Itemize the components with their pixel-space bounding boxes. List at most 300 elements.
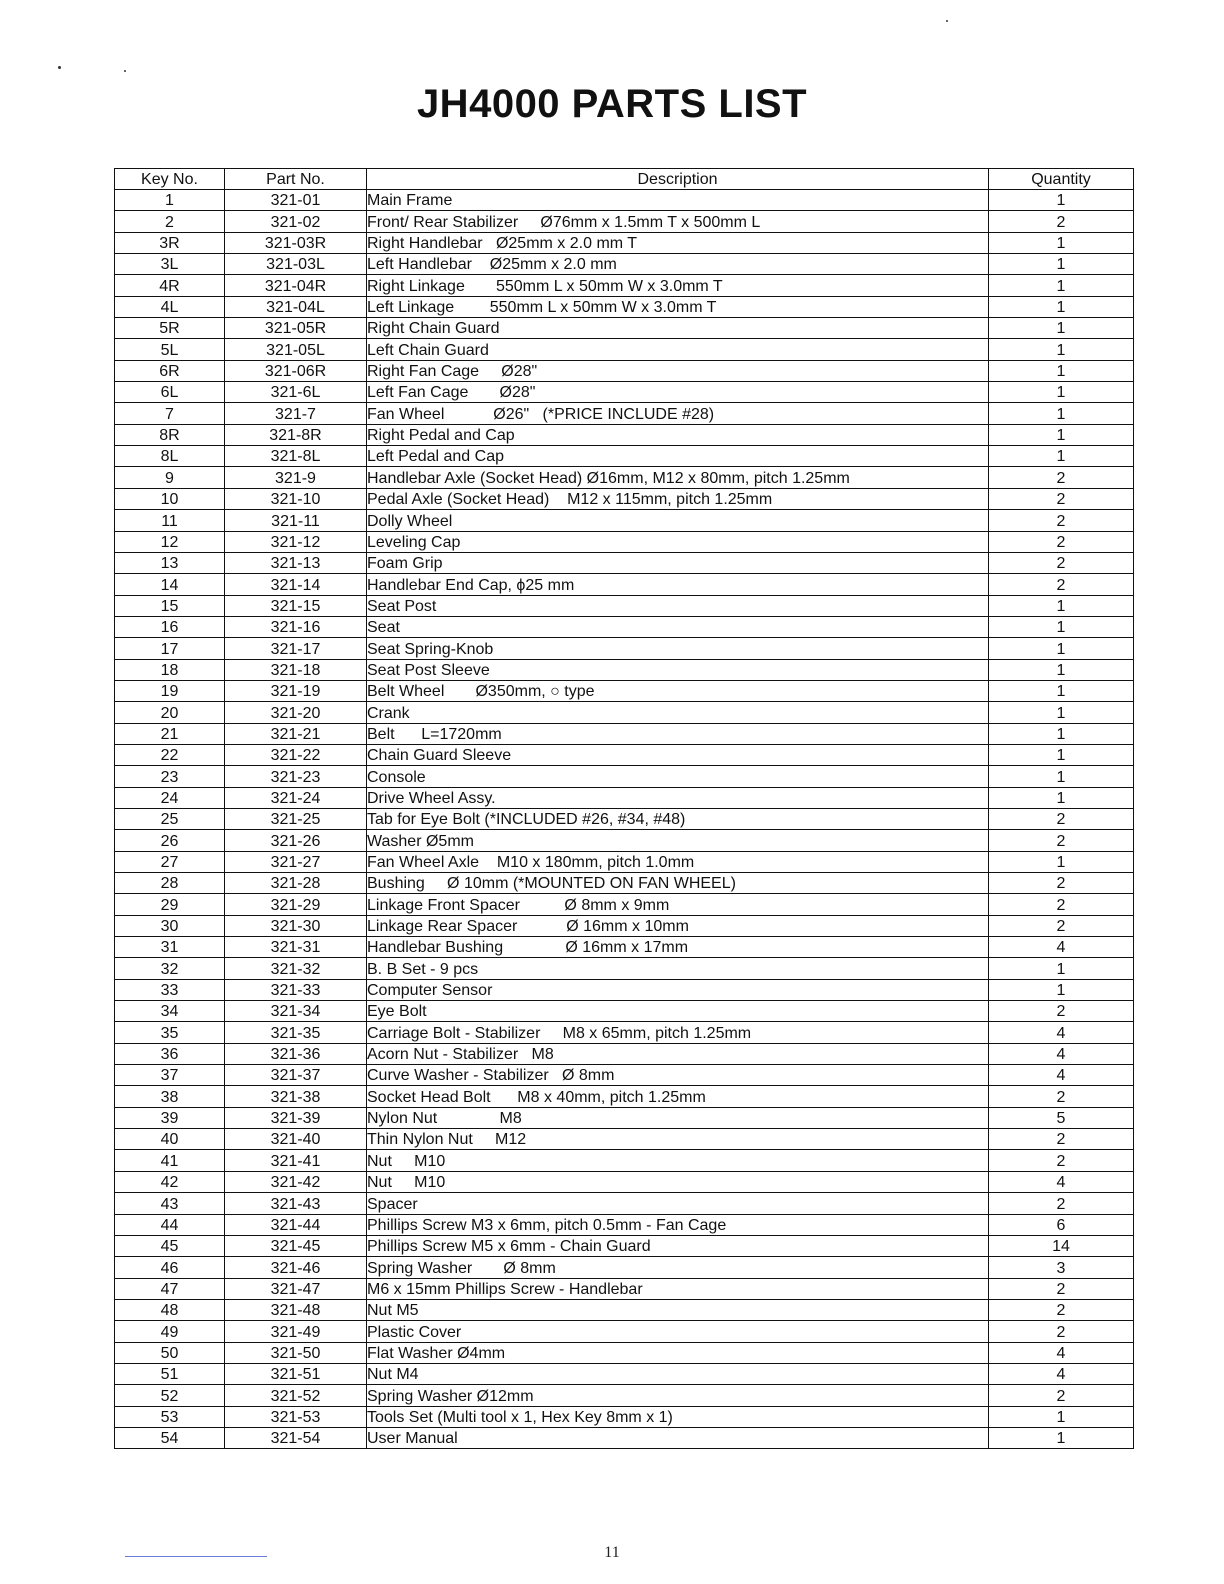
table-row: [115, 958, 1134, 979]
part-number-cell: 321-21: [225, 723, 367, 744]
description-cell: Plastic Cover: [367, 1321, 989, 1342]
table-row: [115, 382, 1134, 403]
table-row: [115, 744, 1134, 765]
key-cell: 8R: [115, 424, 225, 445]
quantity-cell: 4: [989, 1065, 1134, 1086]
key-cell: 42: [115, 1171, 225, 1192]
description-cell: Front/ Rear Stabilizer Ø76mm x 1.5mm T x 500mm L: [367, 211, 989, 232]
quantity-cell: 4: [989, 1171, 1134, 1192]
table-row: [115, 659, 1134, 680]
part-number-cell: 321-8L: [225, 446, 367, 467]
description-cell: Eye Bolt: [367, 1001, 989, 1022]
table-row: [115, 232, 1134, 253]
description-cell: Seat Spring-Knob: [367, 638, 989, 659]
table-row: [115, 488, 1134, 509]
key-cell: 40: [115, 1129, 225, 1150]
part-number-cell: 321-13: [225, 552, 367, 573]
table-row: [115, 616, 1134, 637]
description-cell: Right Pedal and Cap: [367, 424, 989, 445]
description-cell: Fan Wheel Axle M10 x 180mm, pitch 1.0mm: [367, 851, 989, 872]
key-cell: 38: [115, 1086, 225, 1107]
table-row: [115, 894, 1134, 915]
key-cell: 24: [115, 787, 225, 808]
part-number-cell: 321-32: [225, 958, 367, 979]
table-row: [115, 702, 1134, 723]
description-cell: Right Chain Guard: [367, 318, 989, 339]
description-cell: Belt Wheel Ø350mm, ○ type: [367, 680, 989, 701]
quantity-cell: 2: [989, 467, 1134, 488]
column-header-quantity: Quantity: [989, 169, 1134, 190]
key-cell: 45: [115, 1235, 225, 1256]
description-cell: Dolly Wheel: [367, 510, 989, 531]
key-cell: 26: [115, 830, 225, 851]
part-number-cell: 321-43: [225, 1193, 367, 1214]
table-row: [115, 1214, 1134, 1235]
part-number-cell: 321-48: [225, 1299, 367, 1320]
key-cell: 8L: [115, 446, 225, 467]
key-cell: 50: [115, 1342, 225, 1363]
part-number-cell: 321-47: [225, 1278, 367, 1299]
description-cell: B. B Set - 9 pcs: [367, 958, 989, 979]
description-cell: Spring Washer Ø 8mm: [367, 1257, 989, 1278]
table-row: [115, 531, 1134, 552]
description-cell: Crank: [367, 702, 989, 723]
key-cell: 39: [115, 1107, 225, 1128]
key-cell: 53: [115, 1406, 225, 1427]
table-row: [115, 808, 1134, 829]
table-row: [115, 851, 1134, 872]
key-cell: 33: [115, 979, 225, 1000]
key-cell: 20: [115, 702, 225, 723]
key-cell: 12: [115, 531, 225, 552]
key-cell: 4L: [115, 296, 225, 317]
part-number-cell: 321-15: [225, 595, 367, 616]
part-number-cell: 321-03R: [225, 232, 367, 253]
table-row: [115, 1406, 1134, 1427]
description-cell: Nylon Nut M8: [367, 1107, 989, 1128]
description-cell: Nut M10: [367, 1150, 989, 1171]
part-number-cell: 321-05R: [225, 318, 367, 339]
quantity-cell: 2: [989, 1385, 1134, 1406]
table-row: [115, 787, 1134, 808]
key-cell: 7: [115, 403, 225, 424]
table-row: [115, 424, 1134, 445]
part-number-cell: 321-8R: [225, 424, 367, 445]
table-row: [115, 1150, 1134, 1171]
key-cell: 35: [115, 1022, 225, 1043]
table-row: [115, 1065, 1134, 1086]
quantity-cell: 1: [989, 616, 1134, 637]
part-number-cell: 321-49: [225, 1321, 367, 1342]
table-row: [115, 1171, 1134, 1192]
quantity-cell: 1: [989, 339, 1134, 360]
part-number-cell: 321-9: [225, 467, 367, 488]
table-row: [115, 1193, 1134, 1214]
table-row: [115, 915, 1134, 936]
key-cell: 34: [115, 1001, 225, 1022]
quantity-cell: 4: [989, 1022, 1134, 1043]
description-cell: Seat: [367, 616, 989, 637]
description-cell: Curve Washer - Stabilizer Ø 8mm: [367, 1065, 989, 1086]
part-number-cell: 321-38: [225, 1086, 367, 1107]
quantity-cell: 1: [989, 659, 1134, 680]
key-cell: 29: [115, 894, 225, 915]
quantity-cell: 2: [989, 1321, 1134, 1342]
description-cell: Right Handlebar Ø25mm x 2.0 mm T: [367, 232, 989, 253]
description-cell: Phillips Screw M3 x 6mm, pitch 0.5mm - Fan Cage: [367, 1214, 989, 1235]
key-cell: 19: [115, 680, 225, 701]
part-number-cell: 321-26: [225, 830, 367, 851]
description-cell: Socket Head Bolt M8 x 40mm, pitch 1.25mm: [367, 1086, 989, 1107]
quantity-cell: 2: [989, 574, 1134, 595]
key-cell: 43: [115, 1193, 225, 1214]
table-row: [115, 595, 1134, 616]
part-number-cell: 321-39: [225, 1107, 367, 1128]
key-cell: 31: [115, 937, 225, 958]
description-cell: Right Linkage 550mm L x 50mm W x 3.0mm T: [367, 275, 989, 296]
table-row: [115, 1299, 1134, 1320]
table-row: [115, 979, 1134, 1000]
key-cell: 11: [115, 510, 225, 531]
part-number-cell: 321-04L: [225, 296, 367, 317]
quantity-cell: 2: [989, 1299, 1134, 1320]
quantity-cell: 1: [989, 723, 1134, 744]
quantity-cell: 2: [989, 894, 1134, 915]
quantity-cell: 1: [989, 702, 1134, 723]
part-number-cell: 321-23: [225, 766, 367, 787]
table-row: [115, 638, 1134, 659]
description-cell: Foam Grip: [367, 552, 989, 573]
key-cell: 15: [115, 595, 225, 616]
key-cell: 51: [115, 1363, 225, 1384]
table-row: [115, 1129, 1134, 1150]
part-number-cell: 321-37: [225, 1065, 367, 1086]
quantity-cell: 2: [989, 1278, 1134, 1299]
quantity-cell: 1: [989, 851, 1134, 872]
description-cell: Washer Ø5mm: [367, 830, 989, 851]
description-cell: Tools Set (Multi tool x 1, Hex Key 8mm x 1): [367, 1406, 989, 1427]
quantity-cell: 1: [989, 424, 1134, 445]
key-cell: 37: [115, 1065, 225, 1086]
key-cell: 5R: [115, 318, 225, 339]
key-cell: 41: [115, 1150, 225, 1171]
description-cell: Acorn Nut - Stabilizer M8: [367, 1043, 989, 1064]
description-cell: Left Fan Cage Ø28": [367, 382, 989, 403]
quantity-cell: 1: [989, 595, 1134, 616]
key-cell: 52: [115, 1385, 225, 1406]
description-cell: Right Fan Cage Ø28": [367, 360, 989, 381]
table-row: [115, 1043, 1134, 1064]
description-cell: Seat Post: [367, 595, 989, 616]
quantity-cell: 1: [989, 254, 1134, 275]
key-cell: 1: [115, 190, 225, 211]
part-number-cell: 321-42: [225, 1171, 367, 1192]
key-cell: 5L: [115, 339, 225, 360]
quantity-cell: 1: [989, 979, 1134, 1000]
quantity-cell: 1: [989, 766, 1134, 787]
table-row: [115, 1385, 1134, 1406]
footer-rule: [125, 1556, 267, 1557]
description-cell: Left Handlebar Ø25mm x 2.0 mm: [367, 254, 989, 275]
description-cell: Fan Wheel Ø26" (*PRICE INCLUDE #28): [367, 403, 989, 424]
table-row: [115, 1235, 1134, 1256]
description-cell: Tab for Eye Bolt (*INCLUDED #26, #34, #48): [367, 808, 989, 829]
key-cell: 21: [115, 723, 225, 744]
quantity-cell: 1: [989, 1427, 1134, 1448]
part-number-cell: 321-01: [225, 190, 367, 211]
scan-speck: [58, 66, 61, 69]
description-cell: Left Pedal and Cap: [367, 446, 989, 467]
key-cell: 25: [115, 808, 225, 829]
quantity-cell: 2: [989, 1193, 1134, 1214]
part-number-cell: 321-04R: [225, 275, 367, 296]
key-cell: 10: [115, 488, 225, 509]
key-cell: 16: [115, 616, 225, 637]
table-row: [115, 574, 1134, 595]
table-header-row: [115, 169, 1134, 190]
quantity-cell: 1: [989, 232, 1134, 253]
key-cell: 44: [115, 1214, 225, 1235]
table-row: [115, 510, 1134, 531]
part-number-cell: 321-31: [225, 937, 367, 958]
part-number-cell: 321-51: [225, 1363, 367, 1384]
part-number-cell: 321-10: [225, 488, 367, 509]
part-number-cell: 321-7: [225, 403, 367, 424]
description-cell: Handlebar Axle (Socket Head) Ø16mm, M12 x 80mm, pitch 1.25mm: [367, 467, 989, 488]
key-cell: 30: [115, 915, 225, 936]
key-cell: 36: [115, 1043, 225, 1064]
part-number-cell: 321-25: [225, 808, 367, 829]
quantity-cell: 1: [989, 787, 1134, 808]
description-cell: Carriage Bolt - Stabilizer M8 x 65mm, pitch 1.25mm: [367, 1022, 989, 1043]
table-row: [115, 1278, 1134, 1299]
table-row: [115, 873, 1134, 894]
description-cell: Leveling Cap: [367, 531, 989, 552]
key-cell: 13: [115, 552, 225, 573]
description-cell: Linkage Rear Spacer Ø 16mm x 10mm: [367, 915, 989, 936]
quantity-cell: 1: [989, 318, 1134, 339]
part-number-cell: 321-14: [225, 574, 367, 595]
description-cell: User Manual: [367, 1427, 989, 1448]
table-row: [115, 1257, 1134, 1278]
table-row: [115, 552, 1134, 573]
page-number: 11: [604, 1544, 620, 1561]
table-row: [115, 1107, 1134, 1128]
key-cell: 18: [115, 659, 225, 680]
key-cell: 17: [115, 638, 225, 659]
key-cell: 14: [115, 574, 225, 595]
quantity-cell: 1: [989, 403, 1134, 424]
description-cell: Bushing Ø 10mm (*MOUNTED ON FAN WHEEL): [367, 873, 989, 894]
quantity-cell: 2: [989, 510, 1134, 531]
table-row: [115, 937, 1134, 958]
part-number-cell: 321-29: [225, 894, 367, 915]
parts-table: [114, 168, 1134, 1449]
quantity-cell: 3: [989, 1257, 1134, 1278]
part-number-cell: 321-53: [225, 1406, 367, 1427]
part-number-cell: 321-54: [225, 1427, 367, 1448]
key-cell: 3L: [115, 254, 225, 275]
key-cell: 47: [115, 1278, 225, 1299]
part-number-cell: 321-52: [225, 1385, 367, 1406]
part-number-cell: 321-12: [225, 531, 367, 552]
description-cell: Main Frame: [367, 190, 989, 211]
quantity-cell: 14: [989, 1235, 1134, 1256]
table-row: [115, 403, 1134, 424]
description-cell: M6 x 15mm Phillips Screw - Handlebar: [367, 1278, 989, 1299]
part-number-cell: 321-02: [225, 211, 367, 232]
description-cell: Belt L=1720mm: [367, 723, 989, 744]
quantity-cell: 2: [989, 488, 1134, 509]
quantity-cell: 2: [989, 552, 1134, 573]
key-cell: 2: [115, 211, 225, 232]
table-row: [115, 766, 1134, 787]
table-row: [115, 1342, 1134, 1363]
description-cell: Computer Sensor: [367, 979, 989, 1000]
part-number-cell: 321-45: [225, 1235, 367, 1256]
table-row: [115, 339, 1134, 360]
description-cell: Handlebar Bushing Ø 16mm x 17mm: [367, 937, 989, 958]
table-row: [115, 360, 1134, 381]
part-number-cell: 321-44: [225, 1214, 367, 1235]
quantity-cell: 4: [989, 1363, 1134, 1384]
part-number-cell: 321-34: [225, 1001, 367, 1022]
description-cell: Seat Post Sleeve: [367, 659, 989, 680]
quantity-cell: 1: [989, 360, 1134, 381]
part-number-cell: 321-22: [225, 744, 367, 765]
quantity-cell: 2: [989, 1086, 1134, 1107]
quantity-cell: 4: [989, 1342, 1134, 1363]
part-number-cell: 321-06R: [225, 360, 367, 381]
key-cell: 6R: [115, 360, 225, 381]
part-number-cell: 321-19: [225, 680, 367, 701]
table-row: [115, 254, 1134, 275]
description-cell: Nut M5: [367, 1299, 989, 1320]
quantity-cell: 2: [989, 1001, 1134, 1022]
description-cell: Spring Washer Ø12mm: [367, 1385, 989, 1406]
column-header-key: Key No.: [115, 169, 225, 190]
table-row: [115, 296, 1134, 317]
key-cell: 49: [115, 1321, 225, 1342]
table-row: [115, 467, 1134, 488]
column-header-part: Part No.: [225, 169, 367, 190]
quantity-cell: 5: [989, 1107, 1134, 1128]
quantity-cell: 2: [989, 873, 1134, 894]
table-row: [115, 1427, 1134, 1448]
description-cell: Drive Wheel Assy.: [367, 787, 989, 808]
scan-speck: [946, 20, 948, 22]
description-cell: Chain Guard Sleeve: [367, 744, 989, 765]
description-cell: Flat Washer Ø4mm: [367, 1342, 989, 1363]
table-row: [115, 275, 1134, 296]
description-cell: Spacer: [367, 1193, 989, 1214]
description-cell: Pedal Axle (Socket Head) M12 x 115mm, pitch 1.25mm: [367, 488, 989, 509]
quantity-cell: 1: [989, 190, 1134, 211]
quantity-cell: 1: [989, 744, 1134, 765]
quantity-cell: 1: [989, 446, 1134, 467]
table-row: [115, 1001, 1134, 1022]
part-number-cell: 321-50: [225, 1342, 367, 1363]
quantity-cell: 1: [989, 958, 1134, 979]
quantity-cell: 4: [989, 1043, 1134, 1064]
quantity-cell: 2: [989, 808, 1134, 829]
description-cell: Handlebar End Cap, ϕ25 mm: [367, 574, 989, 595]
quantity-cell: 1: [989, 296, 1134, 317]
key-cell: 9: [115, 467, 225, 488]
key-cell: 23: [115, 766, 225, 787]
quantity-cell: 1: [989, 382, 1134, 403]
description-cell: Phillips Screw M5 x 6mm - Chain Guard: [367, 1235, 989, 1256]
table-row: [115, 211, 1134, 232]
quantity-cell: 1: [989, 638, 1134, 659]
part-number-cell: 321-05L: [225, 339, 367, 360]
description-cell: Console: [367, 766, 989, 787]
table-row: [115, 446, 1134, 467]
quantity-cell: 2: [989, 1129, 1134, 1150]
part-number-cell: 321-6L: [225, 382, 367, 403]
table-row: [115, 1321, 1134, 1342]
quantity-cell: 1: [989, 1406, 1134, 1427]
description-cell: Nut M10: [367, 1171, 989, 1192]
part-number-cell: 321-46: [225, 1257, 367, 1278]
part-number-cell: 321-03L: [225, 254, 367, 275]
key-cell: 54: [115, 1427, 225, 1448]
part-number-cell: 321-11: [225, 510, 367, 531]
key-cell: 27: [115, 851, 225, 872]
table-row: [115, 680, 1134, 701]
table-row: [115, 830, 1134, 851]
quantity-cell: 2: [989, 830, 1134, 851]
table-row: [115, 190, 1134, 211]
table-row: [115, 1363, 1134, 1384]
description-cell: Linkage Front Spacer Ø 8mm x 9mm: [367, 894, 989, 915]
key-cell: 4R: [115, 275, 225, 296]
description-cell: Thin Nylon Nut M12: [367, 1129, 989, 1150]
key-cell: 22: [115, 744, 225, 765]
table-row: [115, 318, 1134, 339]
page-title: JH4000 PARTS LIST: [416, 82, 808, 126]
quantity-cell: 1: [989, 680, 1134, 701]
part-number-cell: 321-20: [225, 702, 367, 723]
key-cell: 32: [115, 958, 225, 979]
part-number-cell: 321-33: [225, 979, 367, 1000]
part-number-cell: 321-35: [225, 1022, 367, 1043]
part-number-cell: 321-28: [225, 873, 367, 894]
quantity-cell: 4: [989, 937, 1134, 958]
table-row: [115, 1086, 1134, 1107]
part-number-cell: 321-16: [225, 616, 367, 637]
table-row: [115, 723, 1134, 744]
part-number-cell: 321-41: [225, 1150, 367, 1171]
key-cell: 6L: [115, 382, 225, 403]
part-number-cell: 321-30: [225, 915, 367, 936]
quantity-cell: 2: [989, 531, 1134, 552]
description-cell: Left Chain Guard: [367, 339, 989, 360]
key-cell: 3R: [115, 232, 225, 253]
quantity-cell: 2: [989, 211, 1134, 232]
column-header-description: Description: [367, 169, 989, 190]
key-cell: 48: [115, 1299, 225, 1320]
key-cell: 28: [115, 873, 225, 894]
part-number-cell: 321-36: [225, 1043, 367, 1064]
quantity-cell: 2: [989, 1150, 1134, 1171]
part-number-cell: 321-27: [225, 851, 367, 872]
description-cell: Left Linkage 550mm L x 50mm W x 3.0mm T: [367, 296, 989, 317]
key-cell: 46: [115, 1257, 225, 1278]
part-number-cell: 321-40: [225, 1129, 367, 1150]
description-cell: Nut M4: [367, 1363, 989, 1384]
parts-table-body: [115, 190, 1134, 1449]
